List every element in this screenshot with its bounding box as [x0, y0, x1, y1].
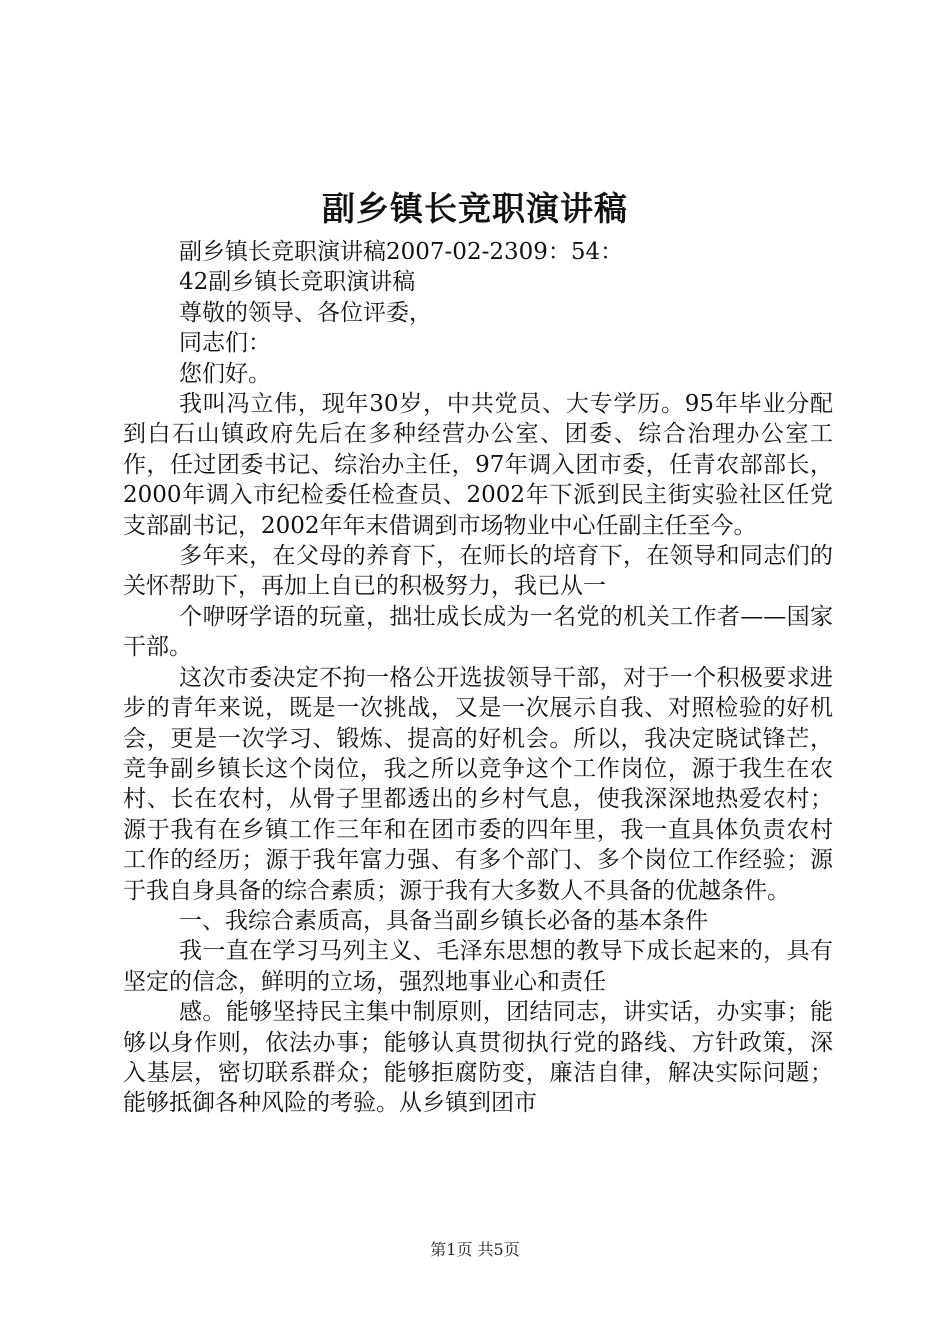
document-title: 副乡镇长竞职演讲稿 [322, 189, 628, 228]
paragraph: 副乡镇长竞职演讲稿2007-02-2309：54： [179, 239, 624, 265]
paragraph: 同志们： [179, 330, 271, 357]
paragraph: 我一直在学习马列主义、毛泽东思想的教导下成长起来的，具有坚定的信念，鲜明的立场，强烈地事业心和责任 [123, 938, 833, 995]
paragraph: 42副乡镇长竞职演讲稿 [179, 269, 416, 296]
page-footer: 第1页 共5页 [430, 1240, 520, 1259]
paragraph: 尊敬的领导、各位评委， [179, 299, 432, 326]
paragraph: 个咿呀学语的玩童，拙壮成长成为一名党的机关工作者——国家干部。 [123, 603, 833, 661]
paragraph: 您们好。 [179, 360, 271, 387]
document-body [123, 237, 833, 1119]
paragraph: 这次市委决定不拘一格公开选拔领导干部，对于一个积极要求进步的青年来说，既是一次挑战，又是一次展示自我、对照检验的好机会，更是一次学习、锻炼、提高的好机会。所以，我决定晓试锋芒，竞争副乡镇长这个岗位，我之所以竞争这个工作岗位，源于我生在农村、长在农村，从骨子里都透出的乡村气息，使我深深地热爱农村；源于我有在乡镇工作三年和在团市委的四年里，我一直具体负责农村工作的经历；源于我年富力强、有多个部门、多个岗位工作经验；源于我自身具备的综合素质；源于我有大多数人不具备的优越条件。 [123, 664, 833, 904]
paragraph: 感。能够坚持民主集中制原则，团结同志，讲实话，办实事；能够以身作则，依法办事；能够认真贯彻执行党的路线、方针政策，深入基层，密切联系群众；能够拒腐防变，廉洁自律，解决实际问题；能够抵御各种风险的考验。从乡镇到团市 [123, 999, 833, 1117]
paragraph: 多年来，在父母的养育下，在师长的培育下，在领导和同志们的关怀帮助下，再加上自已的积极努力，我已从一 [123, 543, 833, 600]
paragraph: 一、我综合素质高，具备当副乡镇长必备的基本条件 [179, 907, 708, 934]
paragraph: 我叫冯立伟，现年30岁，中共党员、大专学历。95年毕业分配到白石山镇政府先后在多种经营办公室、团委、综合治理办公室工作，任过团委书记、综治办主任，97年调入团市委，任青农部部长，2000年调入市纪检委任检查员、2002年下派到民主街实验社区任党支部副书记，2002年年末借调到市场物业中心任副主任至今。 [123, 391, 833, 539]
